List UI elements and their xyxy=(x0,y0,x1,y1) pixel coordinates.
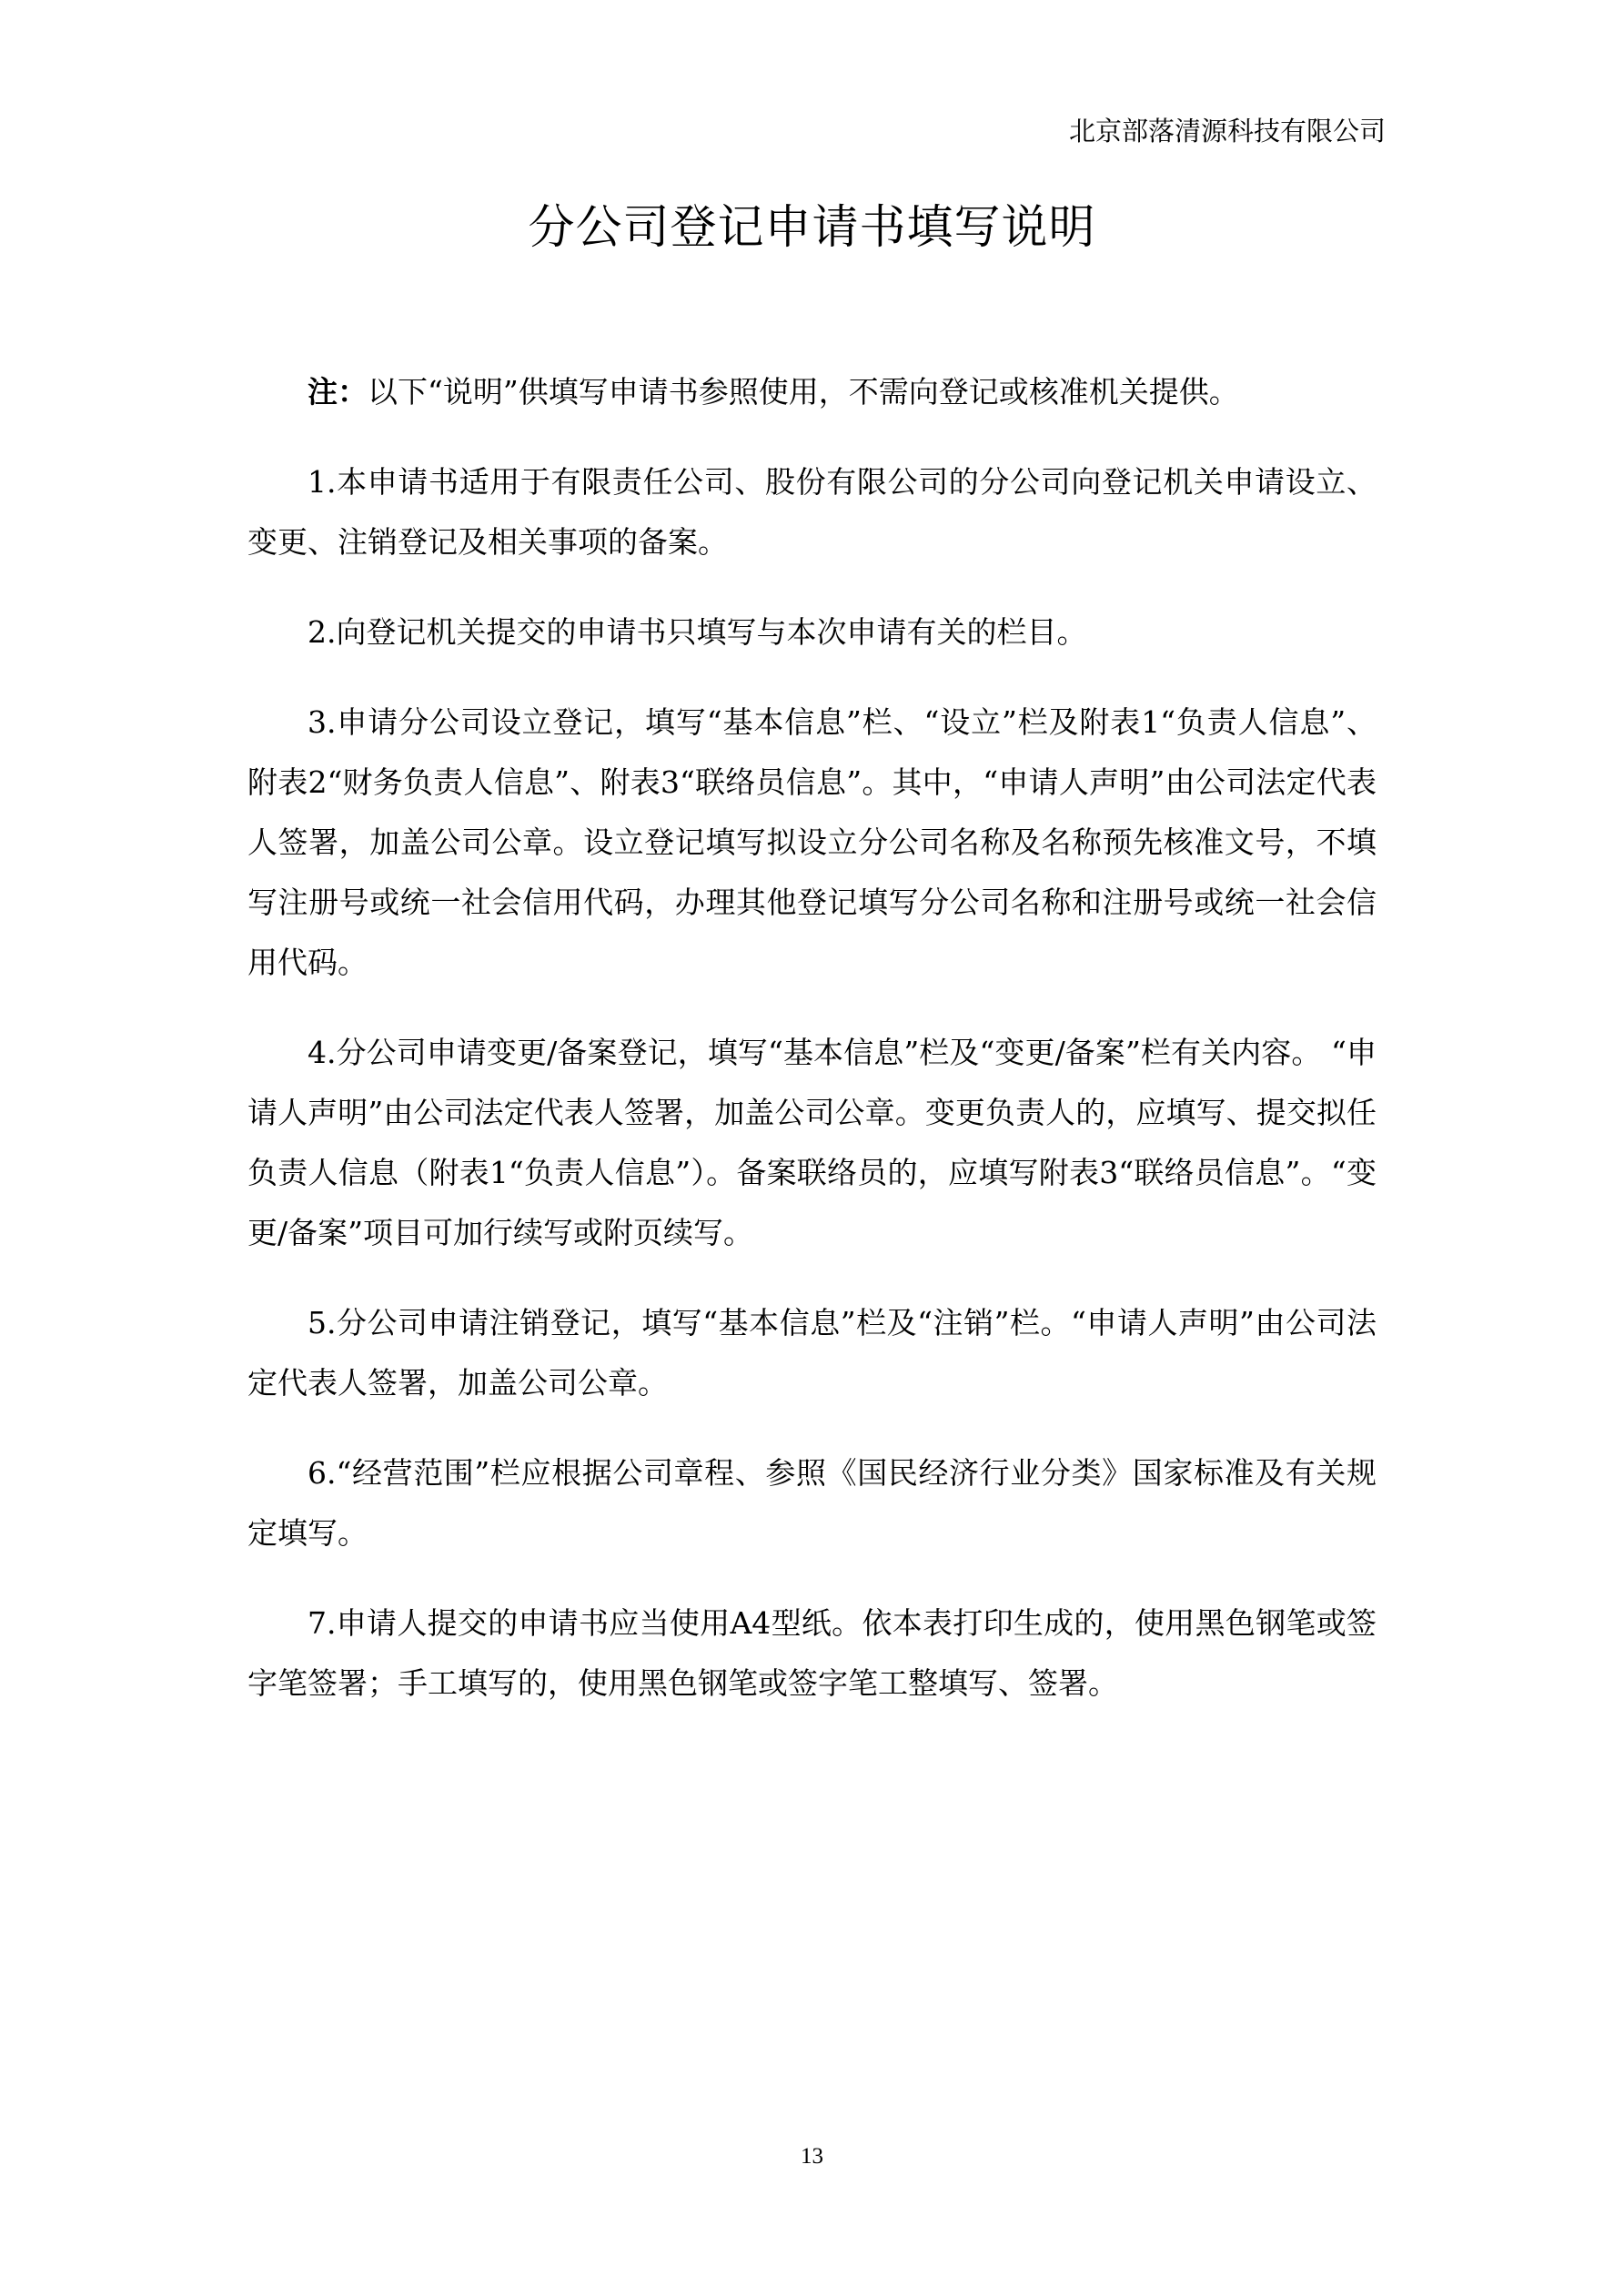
instruction-item-5: 5.分公司申请注销登记，填写“基本信息”栏及“注销”栏。“申请人声明”由公司法定代表人签署，加盖公司公章。 xyxy=(247,1305,1377,1401)
header-company-name: 北京部落清源科技有限公司 xyxy=(1068,116,1386,147)
note-text: 以下“说明”供填写申请书参照使用，不需向登记或核准机关提供。 xyxy=(368,374,1239,410)
page-number: 13 xyxy=(801,2144,823,2169)
instruction-item-2: 2.向登记机关提交的申请书只填写与本次申请有关的栏目。 xyxy=(308,614,1087,650)
instruction-item-7: 7.申请人提交的申请书应当使用A4型纸。依本表打印生成的，使用黑色钢笔或签字笔签署；手工填写的，使用黑色钢笔或签字笔工整填写、签署。 xyxy=(247,1605,1377,1701)
instruction-item-6: 6.“经营范围”栏应根据公司章程、参照《国民经济行业分类》国家标准及有关规定填写。 xyxy=(247,1455,1377,1551)
document-title: 分公司登记申请书填写说明 xyxy=(528,201,1096,255)
note-label: 注： xyxy=(308,374,368,410)
instruction-item-4: 4.分公司申请变更/备案登记，填写“基本信息”栏及“变更/备案”栏有关内容。 “申请人声明”由公司法定代表人签署，加盖公司公章。变更负责人的，应填写、提交拟任负责人信息（附表1“负责人信息”）。备案联络员的，应填写附表3“联络员信息”。“变更/备案”项目可加行续写或附页续写。 xyxy=(247,1035,1377,1250)
note-paragraph xyxy=(247,362,1377,422)
document-body xyxy=(247,362,1377,1744)
instruction-item-1: 1.本申请书适用于有限责任公司、股份有限公司的分公司向登记机关申请设立、变更、注销登记及相关事项的备案。 xyxy=(247,464,1377,560)
instruction-item-3: 3.申请分公司设立登记，填写“基本信息”栏、“设立”栏及附表1“负责人信息”、附表2“财务负责人信息”、附表3“联络员信息”。其中，“申请人声明”由公司法定代表人签署，加盖公司公章。设立登记填写拟设立分公司名称及名称预先核准文号，不填写注册号或统一社会信用代码，办理其他登记填写分公司名称和注册号或统一社会信用代码。 xyxy=(247,704,1377,980)
